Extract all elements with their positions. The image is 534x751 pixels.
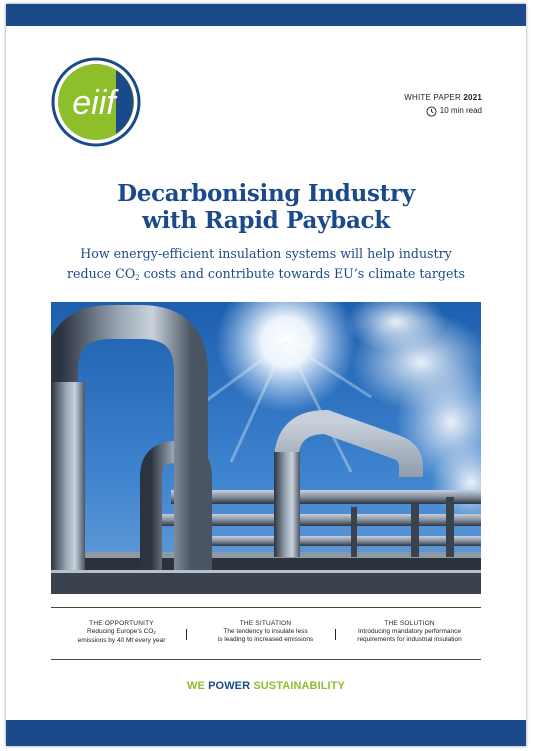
bottom-band	[6, 720, 526, 746]
tagline: WE POWER SUSTAINABILITY	[187, 680, 345, 692]
svg-text:eiif: eiif	[72, 84, 116, 122]
read-time: 10 min read	[426, 105, 482, 117]
solution-column: THE SOLUTION Introducing mandatory performance requirements for industrial insulation	[357, 620, 462, 643]
document-meta	[404, 92, 482, 121]
divider-bottom	[51, 659, 481, 660]
year: 2021	[463, 93, 482, 102]
page-title: Decarbonising Industry with Rapid Payback	[117, 180, 415, 234]
column-separator	[335, 629, 336, 640]
divider-top	[51, 607, 481, 608]
eiif-logo	[50, 56, 142, 148]
white-paper-label: WHITE PAPER 2021	[404, 93, 482, 102]
white-paper-cover	[6, 4, 526, 746]
situation-column: THE SITUATION The tendency to insulate less is leading to increased emissions	[217, 620, 314, 643]
page-subtitle: How energy-efficient insulation systems will help industry reduce $CO_2$ costs and contribute towards EU’s climate targets	[67, 246, 465, 282]
opportunity-column: THE OPPORTUNITY Reducing Europe’s $CO_2$ emissions by 40 Mt every year	[77, 620, 166, 644]
industrial-pipes-photo	[51, 302, 481, 594]
top-band	[6, 4, 526, 26]
column-separator	[186, 629, 187, 640]
clock-icon	[426, 106, 437, 117]
